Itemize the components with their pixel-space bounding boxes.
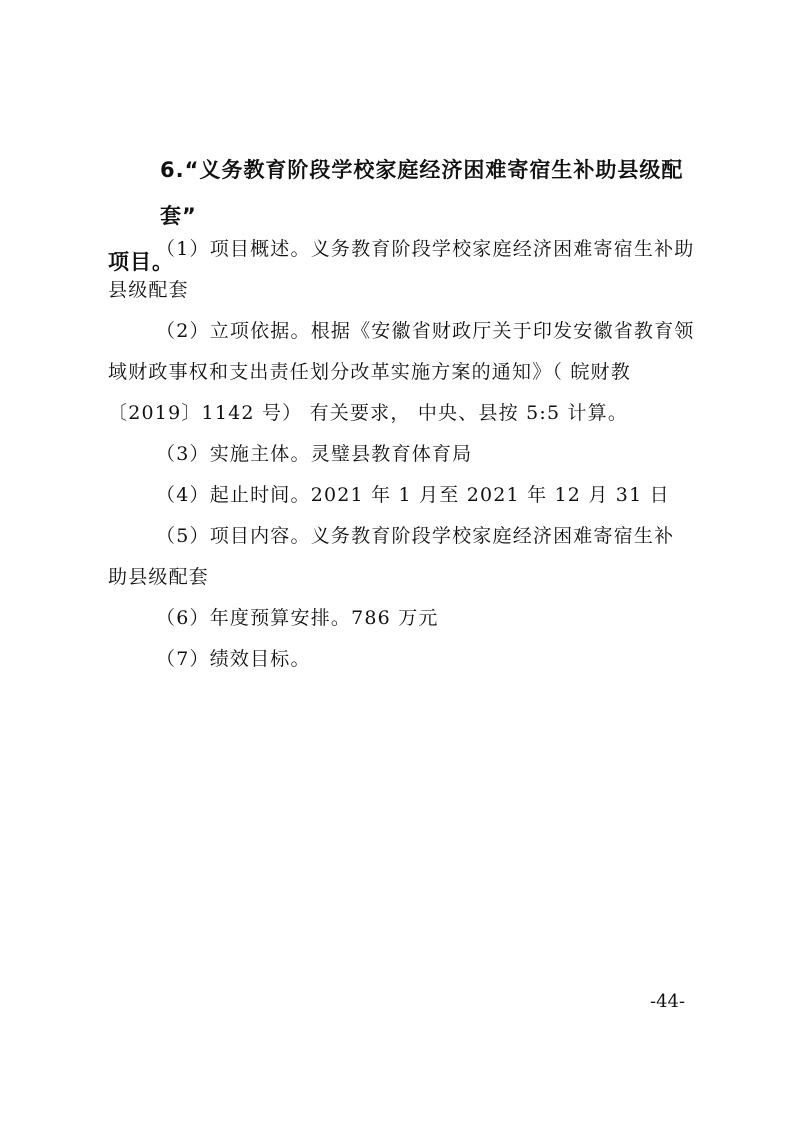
paragraph-overview (108, 229, 696, 311)
paragraph-line: （7）绩效目标。 (156, 648, 311, 670)
paragraph-line: 域财政事权和支出责任划分改革实施方案的通知》（ 皖财教 (108, 361, 631, 383)
paragraph-period (108, 475, 696, 516)
heading-line-2: 项目。 (108, 250, 174, 274)
paragraph-basis (108, 311, 696, 434)
paragraph-line: 〔2019〕1142 号） 有关要求， 中央、县按 5:5 计算。 (108, 402, 629, 424)
paragraph-line: （6）年度预算安排。786 万元 (156, 607, 439, 629)
paragraph-budget (108, 598, 696, 639)
heading-line-1: 6.“义务教育阶段学校家庭经济困难寄宿生补助县级配套” (160, 158, 684, 228)
paragraph-line: （2）立项依据。根据《安徽省财政厅关于印发安徽省教育领 (156, 320, 695, 342)
paragraph-implementer (108, 434, 696, 475)
page-number: -44- (650, 991, 686, 1012)
paragraph-goals (108, 639, 696, 680)
paragraph-line: （5）项目内容。义务教育阶段学校家庭经济困难寄宿生补 (156, 525, 675, 547)
paragraph-line: 县级配套 (108, 279, 189, 301)
paragraph-line: （1）项目概述。义务教育阶段学校家庭经济困难寄宿生补助 (156, 238, 695, 260)
paragraph-content (108, 516, 696, 598)
paragraph-line: 助县级配套 (108, 566, 210, 588)
paragraph-line: （3）实施主体。灵璧县教育体育局 (156, 443, 473, 465)
paragraph-line: （4）起止时间。2021 年 1 月至 2021 年 12 月 31 日 (156, 484, 670, 506)
